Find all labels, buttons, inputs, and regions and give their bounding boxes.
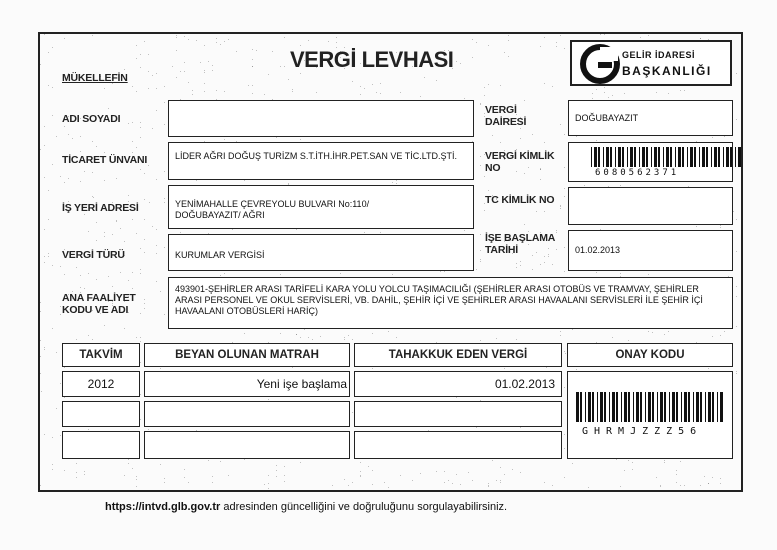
table-row-1-tahakkuk — [354, 371, 562, 397]
ise-baslama-tarihi-box — [568, 230, 733, 271]
barcode-bar — [714, 147, 717, 167]
barcode-bar — [702, 147, 705, 167]
barcode-bar — [609, 392, 610, 422]
barcode-bar — [598, 147, 600, 167]
label-tc-kimlik-no: TC KİMLİK NO — [485, 194, 555, 206]
barcode-bar — [658, 147, 660, 167]
onay-kodu-value: GHRMJZZZ56 — [582, 426, 703, 437]
vergi-kimlik-no-box — [568, 142, 733, 182]
barcode-bar — [718, 147, 720, 167]
barcode-bar — [712, 392, 714, 422]
barcode-bar — [738, 147, 741, 167]
barcode-bar — [694, 147, 696, 167]
table-row-2-takvim — [62, 401, 140, 427]
barcode-bar — [652, 392, 654, 422]
barcode-bar — [682, 147, 684, 167]
logo-line1: GELİR İDARESİ — [622, 50, 696, 60]
table-row-3-takvim — [62, 431, 140, 459]
barcode-bar — [616, 392, 618, 422]
barcode-bar — [640, 392, 642, 422]
barcode-bar — [726, 147, 729, 167]
vergi-dairesi-value: DOĞUBAYAZIT — [575, 113, 639, 123]
label-mukellefin: MÜKELLEFİN — [62, 72, 128, 84]
header-takvim-label: TAKVİM — [79, 349, 123, 361]
barcode-bar — [634, 147, 636, 167]
barcode-bar — [627, 147, 628, 167]
ana-faaliyet-box — [168, 277, 733, 329]
ticaret-unvani-box — [168, 142, 474, 180]
barcode-bar — [672, 392, 675, 422]
barcode-bar — [630, 147, 633, 167]
barcode-bar — [594, 147, 597, 167]
table-cell: Yeni işe başlama — [256, 377, 347, 391]
label-ana-faaliyet: ANA FAALİYET KODU VE ADI — [62, 292, 136, 316]
ise-baslama-tarihi-value: 01.02.2013 — [575, 245, 621, 255]
table-row-1-takvim — [62, 371, 140, 397]
barcode-bar — [580, 392, 582, 422]
vergi-turu-value: KURUMLAR VERGİSİ — [175, 250, 265, 260]
barcode-bar — [628, 392, 630, 422]
header-beyan-label: BEYAN OLUNAN MATRAH — [175, 349, 319, 361]
barcode-bar — [678, 147, 681, 167]
header-takvim — [62, 343, 140, 367]
vkn-barcode — [591, 147, 741, 167]
barcode-bar — [603, 147, 604, 167]
footer-text: adresinden güncelliğini ve doğruluğunu sorgulayabilirsiniz. — [220, 501, 508, 513]
footer-note — [105, 501, 507, 513]
barcode-bar — [600, 392, 603, 422]
barcode-bar — [681, 392, 682, 422]
vergi-turu-box — [168, 234, 474, 271]
table-row-1-beyan — [144, 371, 350, 397]
barcode-bar — [615, 147, 616, 167]
label-adi-soyadi: ADI SOYADI — [62, 113, 121, 125]
barcode-bar — [700, 392, 702, 422]
logo-line2: BAŞKANLIĞI — [622, 64, 712, 78]
barcode-bar — [687, 147, 688, 167]
barcode-bar — [717, 392, 718, 422]
barcode-bar — [670, 147, 672, 167]
barcode-bar — [660, 392, 663, 422]
header-tahakkuk — [354, 343, 562, 367]
barcode-bar — [645, 392, 646, 422]
barcode-bar — [706, 147, 708, 167]
barcode-bar — [585, 392, 586, 422]
header-onay — [567, 343, 733, 367]
header-tahakkuk-label: TAHAKKUK EDEN VERGİ — [388, 349, 528, 361]
barcode-bar — [720, 392, 723, 422]
barcode-bar — [633, 392, 634, 422]
barcode-bar — [636, 392, 639, 422]
barcode-bar — [592, 392, 594, 422]
table-cell: 2012 — [87, 377, 115, 391]
barcode-bar — [604, 392, 606, 422]
barcode-bar — [621, 392, 622, 422]
barcode-bar — [699, 147, 700, 167]
gib-g-icon — [580, 44, 620, 84]
barcode-bar — [646, 147, 648, 167]
is-yeri-adresi-box — [168, 185, 474, 229]
barcode-bar — [708, 392, 711, 422]
barcode-bar — [651, 147, 652, 167]
barcode-bar — [654, 147, 657, 167]
barcode-bar — [648, 392, 651, 422]
ticaret-unvani-value: LİDER AĞRI DOĞUŞ TURİZM S.T.İTH.İHR.PET.SAN VE TİC.LTD.ŞTİ. — [175, 151, 458, 161]
onay-barcode — [576, 392, 726, 422]
barcode-bar — [675, 147, 676, 167]
barcode-bar — [663, 147, 664, 167]
barcode-bar — [612, 392, 615, 422]
header-beyan — [144, 343, 350, 367]
barcode-bar — [624, 392, 627, 422]
ana-faaliyet-value: 493901-ŞEHİRLER ARASI TARİFELİ KARA YOLU YOLCU TAŞIMACILIĞI (ŞEHİRLER ARASI OTOBÜS VE TRAMVAY, ŞEHİRLER ARASI PERSONEL VE OKUL SERVİSLERİ, VB. DAHİL, ŞEHİR İÇİ VE ŞEHİRLER ARASI HAVAALANI SERVİSLERİ İLE ŞEHİR İÇİ HAVAALANI OTOBÜSLERİ HARİÇ) — [175, 284, 703, 316]
page-title: VERGİ LEVHASI — [290, 47, 454, 72]
barcode-bar — [664, 392, 666, 422]
barcode-bar — [666, 147, 669, 167]
barcode-bar — [669, 392, 670, 422]
barcode-bar — [657, 392, 658, 422]
barcode-bar — [610, 147, 612, 167]
table-row-2-tahakkuk — [354, 401, 562, 427]
label-is-yeri-adresi: İŞ YERİ ADRESİ — [62, 202, 139, 214]
barcode-bar — [705, 392, 706, 422]
vergi-kimlik-no-value: 6080562371 — [595, 168, 680, 178]
barcode-bar — [693, 392, 694, 422]
barcode-bar — [639, 147, 640, 167]
barcode-bar — [576, 392, 579, 422]
barcode-bar — [730, 147, 732, 167]
label-vergi-kimlik-no: VERGİ KİMLİK NO — [485, 150, 555, 174]
barcode-bar — [588, 392, 591, 422]
adi-soyadi-box — [168, 100, 474, 137]
label-vergi-turu: VERGİ TÜRÜ — [62, 249, 125, 261]
footer-url[interactable]: https://intvd.glb.gov.tr — [105, 501, 221, 513]
vergi-dairesi-box — [568, 100, 733, 136]
barcode-bar — [684, 392, 687, 422]
barcode-bar — [642, 147, 645, 167]
gib-logo — [570, 40, 732, 86]
onay-kodu-box — [567, 371, 733, 459]
label-vergi-dairesi: VERGİ DAİRESİ — [485, 104, 527, 128]
barcode-bar — [723, 147, 724, 167]
barcode-bar — [735, 147, 736, 167]
label-ticaret-unvani: TİCARET ÜNVANI — [62, 154, 148, 166]
barcode-bar — [622, 147, 624, 167]
barcode-bar — [618, 147, 621, 167]
label-ise-baslama-tarihi: İŞE BAŞLAMA TARİHİ — [485, 232, 555, 256]
barcode-bar — [711, 147, 712, 167]
header-onay-label: ONAY KODU — [615, 349, 685, 361]
table-row-3-beyan — [144, 431, 350, 459]
barcode-bar — [676, 392, 678, 422]
barcode-bar — [688, 392, 690, 422]
barcode-bar — [597, 392, 598, 422]
is-yeri-adresi-value: YENİMAHALLE ÇEVREYOLU BULVARI No:110/ DOĞUBAYAZIT/ AĞRI — [175, 199, 370, 220]
barcode-bar — [606, 147, 609, 167]
tc-kimlik-no-box — [568, 187, 733, 225]
barcode-bar — [696, 392, 699, 422]
table-cell: 01.02.2013 — [494, 377, 555, 391]
barcode-bar — [591, 147, 592, 167]
table-row-3-tahakkuk — [354, 431, 562, 459]
barcode-bar — [690, 147, 693, 167]
table-row-2-beyan — [144, 401, 350, 427]
